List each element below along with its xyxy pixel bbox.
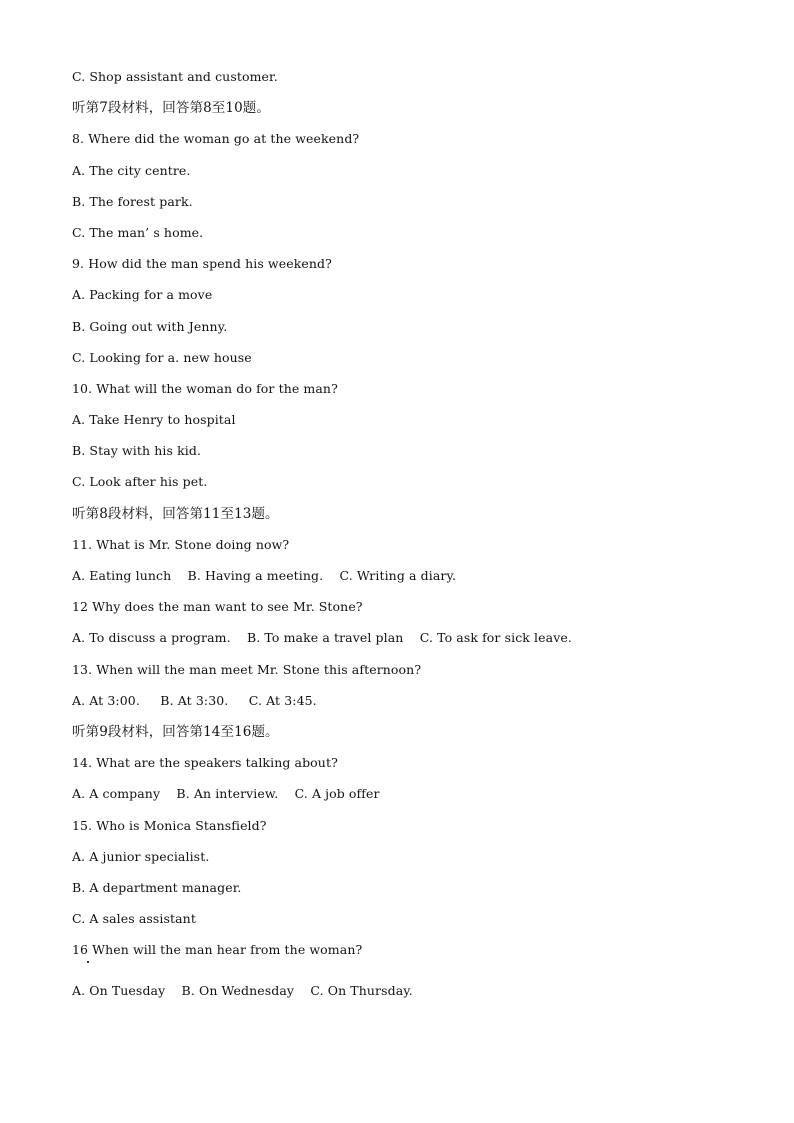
option-line: B. A department manager.: [72, 879, 242, 895]
option-line: B. Going out with Jenny.: [72, 318, 228, 334]
option-line: A. Take Henry to hospital: [72, 412, 236, 428]
question-line: 8. Where did the woman go at the weekend?: [72, 131, 360, 147]
options-row: A. To discuss a program. B. To make a travel plan C. To ask for sick leave.: [72, 630, 572, 646]
stray-mark: [87, 961, 89, 963]
section-heading: 听第9段材料，回答第14至16题。: [72, 723, 279, 740]
option-line: C. The man’ s home.: [72, 224, 204, 240]
question-line: 15. Who is Monica Stansfield?: [72, 817, 267, 833]
option-line: A. Packing for a move: [72, 287, 213, 303]
question-line: 12 Why does the man want to see Mr. Stone?: [72, 599, 363, 615]
option-line: B. Stay with his kid.: [72, 443, 202, 459]
options-row: A. Eating lunch B. Having a meeting. C. Writing a diary.: [72, 568, 457, 583]
option-line: C. Looking for a. new house: [72, 349, 252, 365]
section-heading: 听第8段材料，回答第11至13题。: [72, 505, 279, 522]
question-line: 16 When will the man hear from the woman?: [72, 942, 363, 958]
option-line: C. Look after his pet.: [72, 474, 208, 490]
question-line: 14. What are the speakers talking about?: [72, 755, 338, 771]
section-heading: 听第7段材料，回答第8至10题。: [72, 100, 270, 117]
option-line: C. A sales assistant: [72, 911, 196, 927]
document-page: [72, 66, 772, 1012]
options-row: A. On Tuesday B. On Wednesday C. On Thursday.: [72, 983, 413, 999]
options-row: A. At 3:00. B. At 3:30. C. At 3:45.: [72, 692, 317, 708]
question-line: 11. What is Mr. Stone doing now?: [72, 536, 290, 552]
option-line: A. The city centre.: [72, 162, 191, 178]
option-line: B. The forest park.: [72, 193, 193, 209]
options-row: A. A company B. An interview. C. A job offer: [72, 786, 380, 802]
question-line: 9. How did the man spend his weekend?: [72, 256, 332, 272]
spacer: [72, 970, 772, 980]
question-line: 10. What will the woman do for the man?: [72, 380, 338, 396]
question-line: 13. When will the man meet Mr. Stone this afternoon?: [72, 661, 422, 677]
option-line: A. A junior specialist.: [72, 848, 210, 864]
option-line: C. Shop assistant and customer.: [72, 69, 278, 84]
